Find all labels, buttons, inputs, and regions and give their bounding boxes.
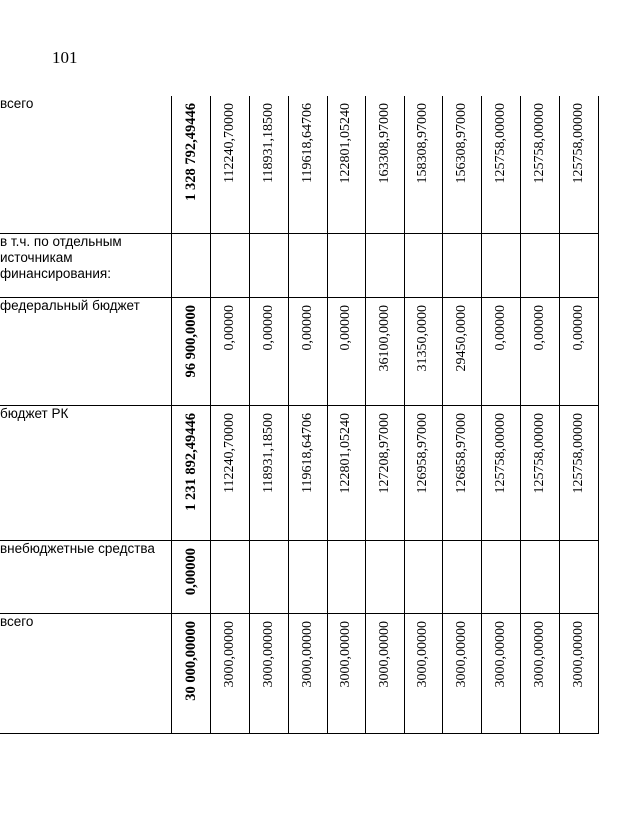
value-cell [365,405,404,540]
value-text: 126958,97000 [415,412,430,493]
value-text: 0,00000 [570,304,586,350]
value-text: 3000,00000 [299,620,315,687]
value-text: 0,00000 [492,304,508,350]
value-text: 0,00000 [531,304,547,350]
value-text: 3000,00000 [415,620,430,687]
value-text: 3000,00000 [221,620,237,687]
value-cell [404,96,442,233]
value-cell [520,540,559,613]
total-cell [171,96,210,233]
value-cell [481,405,520,540]
value-text: 119618,64706 [299,412,315,493]
total-cell [171,297,210,405]
value-cell [442,233,481,297]
value-text: 0,00000 [338,304,353,350]
value-text: 0,00000 [299,304,315,350]
value-cell [249,540,288,613]
value-cell [559,613,598,733]
value-cell [520,405,559,540]
value-cell [442,96,481,233]
page-number: 101 [52,48,78,67]
row-label: бюджет РК [0,405,171,540]
value-text: 125758,00000 [492,103,508,184]
value-text: 36100,0000 [376,304,392,371]
value-cell [404,613,442,733]
total-cell [171,233,210,297]
table-row [0,233,598,297]
value-cell [327,96,365,233]
value-cell [559,96,598,233]
total-cell [171,613,210,733]
value-cell [288,613,327,733]
value-cell [210,297,249,405]
row-label: в т.ч. по отдельным источникам финансирования: [0,233,171,297]
value-text: 122801,05240 [338,412,353,493]
value-cell [210,613,249,733]
value-cell [288,96,327,233]
value-text: 3000,00000 [570,620,586,687]
value-text: 125758,00000 [531,103,547,184]
value-text: 118931,18500 [260,412,276,493]
value-cell [288,540,327,613]
value-cell [520,233,559,297]
value-text: 112240,70000 [221,103,237,183]
table-row [0,405,598,540]
value-cell [210,233,249,297]
value-cell [442,405,481,540]
value-cell [249,233,288,297]
value-cell [365,96,404,233]
value-cell [365,613,404,733]
value-cell [210,540,249,613]
total-value: 30 000,00000 [182,620,199,701]
value-cell [249,297,288,405]
value-cell [365,297,404,405]
value-text: 31350,0000 [415,304,430,371]
table-row [0,613,598,733]
value-cell [520,96,559,233]
value-cell [442,297,481,405]
value-cell [249,613,288,733]
value-cell [327,233,365,297]
value-text: 0,00000 [260,304,276,350]
value-text: 122801,05240 [338,103,353,184]
row-label: всего [0,96,171,233]
value-text: 125758,00000 [570,103,586,184]
total-value: 1 231 892,49446 [182,412,199,511]
value-cell [559,297,598,405]
value-cell [327,297,365,405]
value-cell [249,405,288,540]
total-value: 1 328 792,49446 [182,103,199,201]
value-text: 0,00000 [221,304,237,350]
total-value: 96 900,0000 [182,304,199,377]
row-label: внебюджетные средства [0,540,171,613]
value-text: 125758,00000 [570,412,586,493]
value-cell [520,297,559,405]
value-cell [288,297,327,405]
row-label: федеральный бюджет [0,297,171,405]
value-cell [481,540,520,613]
value-cell [481,233,520,297]
total-cell [171,405,210,540]
value-text: 158308,97000 [415,103,430,184]
budget-table [0,96,599,734]
value-cell [365,233,404,297]
row-label: всего [0,613,171,733]
value-cell [404,540,442,613]
value-text: 3000,00000 [492,620,508,687]
value-cell [559,540,598,613]
value-cell [327,613,365,733]
value-text: 29450,0000 [453,304,469,371]
value-cell [520,613,559,733]
value-text: 112240,70000 [221,412,237,493]
value-cell [288,405,327,540]
value-cell [559,233,598,297]
value-cell [327,405,365,540]
value-text: 126858,97000 [453,412,469,493]
value-cell [404,233,442,297]
value-cell [210,96,249,233]
value-cell [481,613,520,733]
value-text: 125758,00000 [492,412,508,493]
value-cell [481,96,520,233]
value-text: 3000,00000 [376,620,392,687]
value-cell [442,540,481,613]
value-text: 118931,18500 [260,103,276,183]
total-value: 0,00000 [182,547,199,595]
value-cell [288,233,327,297]
value-cell [210,405,249,540]
value-text: 127208,97000 [376,412,392,493]
value-cell [249,96,288,233]
value-cell [404,297,442,405]
value-text: 3000,00000 [260,620,276,687]
value-cell [404,405,442,540]
value-text: 156308,97000 [453,103,469,184]
value-cell [365,540,404,613]
value-cell [559,405,598,540]
table-row [0,540,598,613]
value-text: 3000,00000 [338,620,353,687]
value-text: 125758,00000 [531,412,547,493]
value-text: 163308,97000 [376,103,392,184]
total-cell [171,540,210,613]
value-text: 3000,00000 [531,620,547,687]
table-row [0,96,598,233]
value-text: 119618,64706 [299,103,315,183]
table-row [0,297,598,405]
value-cell [327,540,365,613]
value-text: 3000,00000 [453,620,469,687]
value-cell [442,613,481,733]
value-cell [481,297,520,405]
